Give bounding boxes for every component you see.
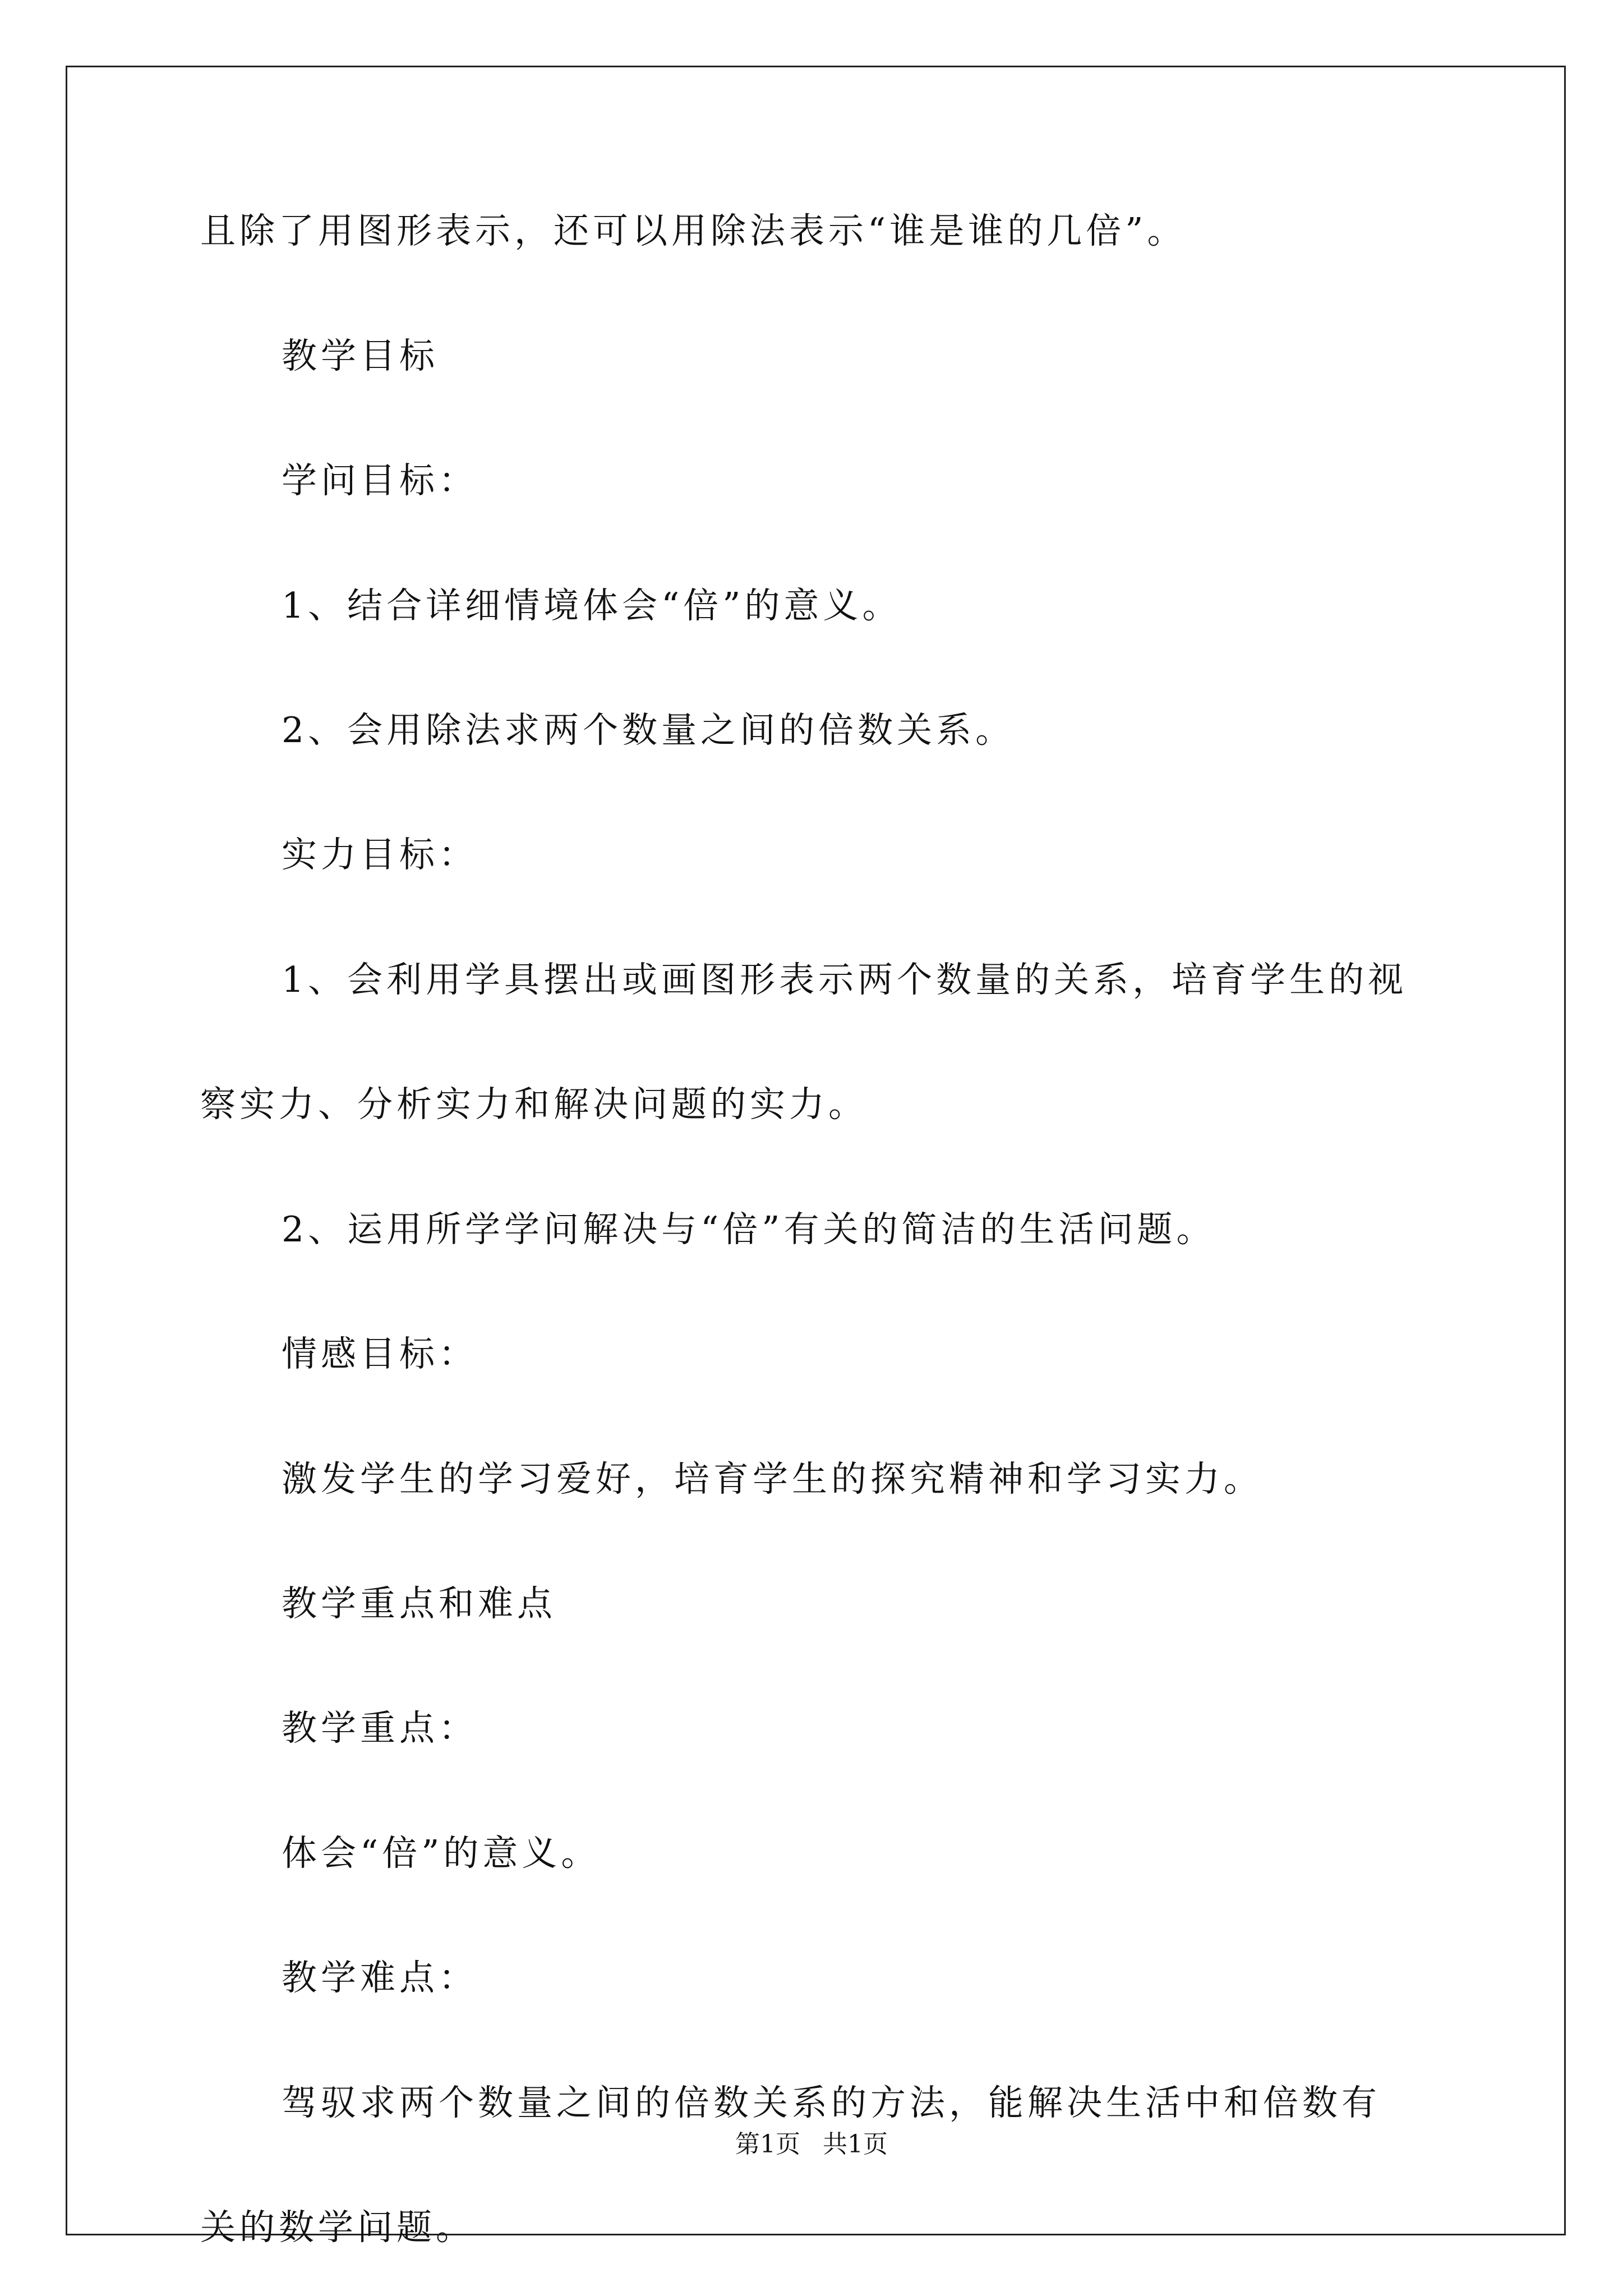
text-line: 2、运用所学学问解决与“倍”有关的简洁的生活问题。	[282, 1209, 1216, 1250]
text-line: 激发学生的学习爱好，培育学生的探究精神和学习实力。	[282, 1458, 1263, 1499]
subsection-heading: 情感目标：	[282, 1333, 478, 1374]
page-footer	[0, 2128, 1623, 2161]
text-line: 1、结合详细情境体会“倍”的意义。	[282, 585, 902, 626]
subsection-heading: 教学难点：	[282, 1957, 478, 1998]
text-line: 且除了用图形表示，还可以用除法表示“谁是谁的几倍”。	[200, 210, 1187, 251]
section-heading: 教学目标	[282, 335, 439, 376]
text-line: 驾驭求两个数量之间的倍数关系的方法，能解决生活中和倍数有	[282, 2082, 1381, 2123]
text-line: 2、会用除法求两个数量之间的倍数关系。	[282, 710, 1015, 751]
text-line: 体会“倍”的意义。	[282, 1833, 601, 1874]
subsection-heading: 学问目标：	[282, 460, 478, 501]
section-heading: 教学重点和难点	[282, 1583, 556, 1624]
page-total: 共1页	[823, 2130, 888, 2159]
page-number: 第1页	[735, 2130, 800, 2159]
subsection-heading: 教学重点：	[282, 1708, 478, 1749]
subsection-heading: 实力目标：	[282, 834, 478, 875]
text-line: 1、会利用学具摆出或画图形表示两个数量的关系，培育学生的视	[282, 959, 1408, 1000]
text-line: 关的数学问题。	[200, 2207, 475, 2248]
text-line: 察实力、分析实力和解决问题的实力。	[200, 1084, 868, 1125]
